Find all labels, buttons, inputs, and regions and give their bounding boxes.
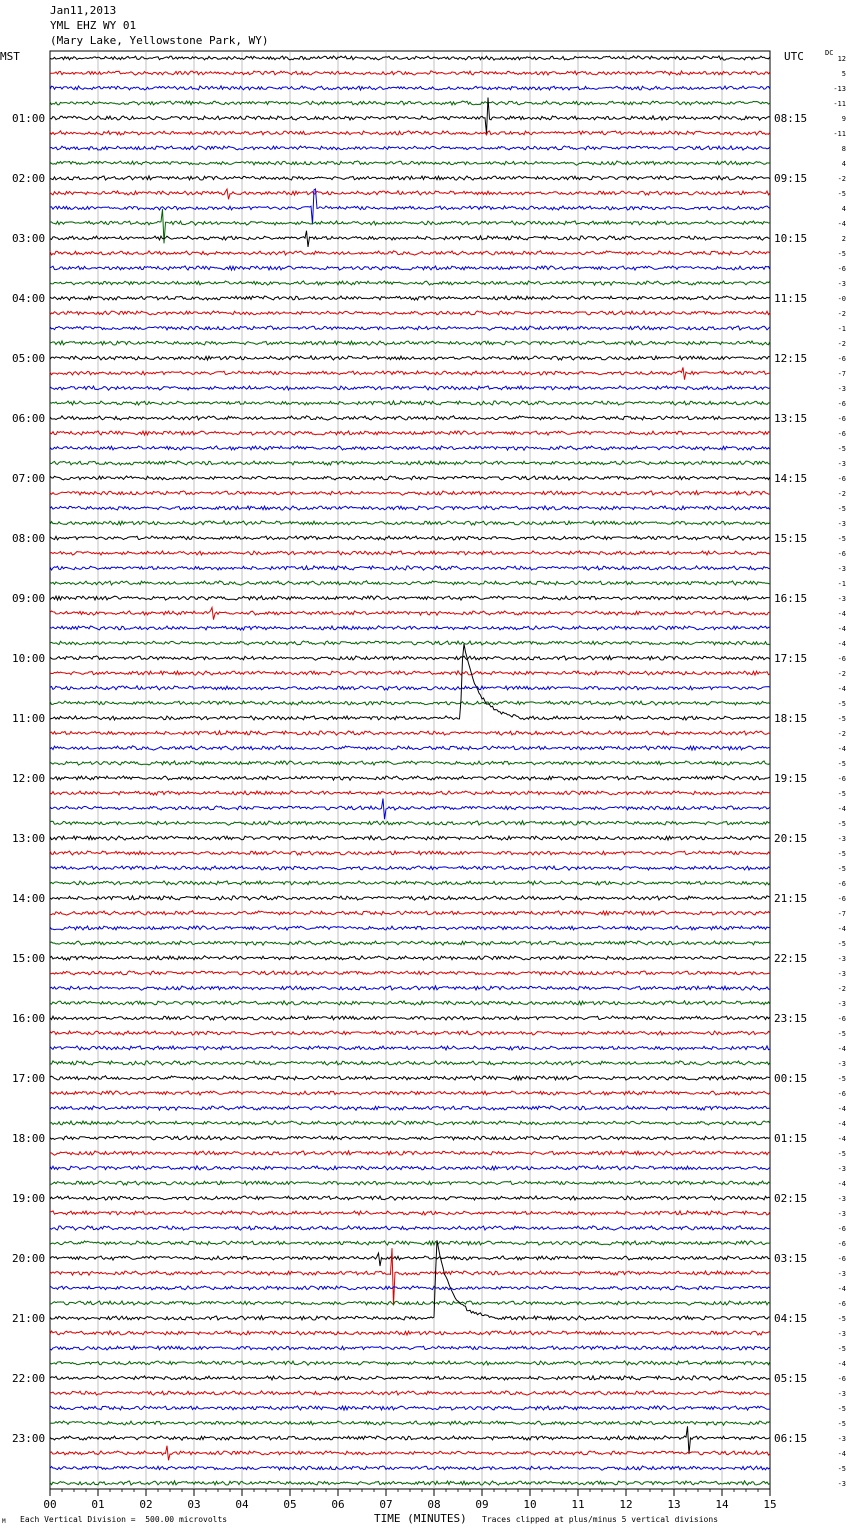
dc-offset-label: -3 (837, 1000, 846, 1008)
dc-offset-label: -5 (837, 865, 846, 873)
dc-offset-label: -7 (837, 370, 846, 378)
utc-hour-labels (774, 112, 807, 1445)
trace-line-39 (50, 641, 770, 645)
x-tick-label: 03 (187, 1498, 201, 1511)
utc-hour-label: 02:15 (774, 1192, 808, 1205)
trace-line-65 (50, 1031, 770, 1035)
utc-hour-label: 08:15 (774, 112, 808, 125)
trace-line-58 (50, 926, 770, 930)
x-tick-label: 14 (715, 1498, 729, 1511)
x-tick-label: 09 (475, 1498, 489, 1511)
dc-offset-label: -4 (837, 745, 846, 753)
dc-offset-label: -6 (837, 1015, 846, 1023)
mst-hour-label: 06:00 (12, 412, 46, 425)
trace-line-38 (50, 626, 770, 630)
dc-offset-label: -3 (837, 385, 846, 393)
x-axis-label: TIME (MINUTES) (374, 1512, 467, 1525)
trace-line-55 (50, 881, 770, 885)
trace-line-60 (50, 956, 770, 960)
dc-offset-label: -3 (837, 1060, 846, 1068)
trace-line-75 (50, 1181, 770, 1185)
dc-offset-label: -5 (837, 505, 846, 513)
trace-line-91 (50, 1421, 770, 1425)
dc-offset-label: -6 (837, 400, 846, 408)
mst-hour-label: 07:00 (12, 472, 46, 485)
x-tick-label: 02 (139, 1498, 153, 1511)
trace-line-69 (50, 1091, 770, 1095)
trace-line-78 (50, 1226, 770, 1230)
trace-line-15 (50, 281, 770, 285)
dc-offset-label: -2 (837, 310, 846, 318)
dc-offset-label: -4 (837, 640, 846, 648)
trace-line-7 (50, 161, 770, 165)
trace-line-79 (50, 1241, 770, 1245)
x-tick-label: 08 (427, 1498, 441, 1511)
dc-offset-label: -2 (837, 175, 846, 183)
dc-offset-label: -5 (837, 445, 846, 453)
trace-line-88 (50, 1376, 770, 1380)
trace-line-83 (50, 1301, 770, 1305)
trace-line-57 (50, 911, 770, 915)
mst-hour-label: 23:00 (12, 1432, 46, 1445)
dc-offset-label: -3 (837, 1270, 846, 1278)
mst-hour-label: 10:00 (12, 652, 46, 665)
dc-offset-label: -6 (837, 1090, 846, 1098)
utc-hour-label: 12:15 (774, 352, 808, 365)
dc-offset-label: -0 (837, 295, 846, 303)
trace-line-18 (50, 326, 770, 330)
trace-line-0 (50, 56, 770, 60)
dc-offset-label: -6 (837, 1300, 846, 1308)
left-timezone-label: MST (0, 50, 20, 63)
trace-line-86 (50, 1346, 770, 1350)
x-tick-label: 07 (379, 1498, 393, 1511)
dc-offset-label: -1 (837, 580, 846, 588)
trace-line-17 (50, 311, 770, 315)
trace-line-34 (50, 566, 770, 570)
trace-line-46 (50, 746, 770, 750)
mst-hour-label: 19:00 (12, 1192, 46, 1205)
dc-offset-label: 2 (841, 235, 846, 243)
dc-offset-label: 4 (841, 160, 846, 168)
dc-offset-label: -3 (837, 520, 846, 528)
trace-line-81 (50, 1248, 770, 1305)
dc-offset-label: -5 (837, 760, 846, 768)
trace-line-13 (50, 251, 770, 255)
trace-line-54 (50, 866, 770, 870)
trace-line-25 (50, 431, 770, 435)
dc-offset-label: -5 (837, 715, 846, 723)
utc-hour-label: 01:15 (774, 1132, 808, 1145)
trace-line-43 (50, 701, 770, 705)
trace-line-12 (50, 231, 770, 247)
trace-line-23 (50, 401, 770, 405)
dc-offset-label: -11 (833, 130, 846, 138)
trace-line-6 (50, 146, 770, 150)
dc-offset-label: -5 (837, 790, 846, 798)
utc-hour-label: 19:15 (774, 772, 808, 785)
dc-offset-label: -4 (837, 1135, 846, 1143)
dc-offset-label: -3 (837, 1210, 846, 1218)
x-tick-label: 01 (91, 1498, 105, 1511)
trace-line-80 (50, 1253, 770, 1266)
dc-offset-label: -6 (837, 1255, 846, 1263)
dc-offset-label: -5 (837, 1150, 846, 1158)
dc-offset-label: -13 (833, 85, 846, 93)
dc-offset-label: -5 (837, 1420, 846, 1428)
mst-hour-label: 12:00 (12, 772, 46, 785)
mst-hour-label: 13:00 (12, 832, 46, 845)
dc-offset-label: -11 (833, 100, 846, 108)
x-tick-label: 15 (763, 1498, 777, 1511)
dc-offset-label: -4 (837, 1285, 846, 1293)
trace-line-72 (50, 1136, 770, 1140)
dc-offset-label: -1 (837, 325, 846, 333)
dc-offset-label: -4 (837, 625, 846, 633)
trace-line-59 (50, 941, 770, 945)
dc-offset-label: -4 (837, 1450, 846, 1458)
dc-offset-label: -6 (837, 430, 846, 438)
trace-line-73 (50, 1151, 770, 1155)
dc-offset-label: -5 (837, 535, 846, 543)
trace-line-22 (50, 386, 770, 390)
mst-hour-label: 01:00 (12, 112, 46, 125)
utc-hour-label: 09:15 (774, 172, 808, 185)
dc-offset-label: -3 (837, 1480, 846, 1488)
utc-hour-label: 05:15 (774, 1372, 808, 1385)
dc-offset-label: -6 (837, 895, 846, 903)
mst-hour-label: 21:00 (12, 1312, 46, 1325)
dc-offset-label: -6 (837, 475, 846, 483)
dc-offset-label: -3 (837, 565, 846, 573)
trace-line-30 (50, 506, 770, 510)
station-location: (Mary Lake, Yellowstone Park, WY) (50, 34, 269, 47)
trace-line-50 (50, 799, 770, 820)
dc-offset-label: -4 (837, 610, 846, 618)
mst-hour-label: 11:00 (12, 712, 46, 725)
utc-hour-label: 18:15 (774, 712, 808, 725)
trace-line-92 (50, 1426, 770, 1454)
clip-note: Traces clipped at plus/minus 5 vertical divisions (482, 1515, 719, 1524)
dc-offset-label: -2 (837, 985, 846, 993)
x-tick-label: 12 (619, 1498, 633, 1511)
dc-offset-label: -3 (837, 460, 846, 468)
utc-hour-label: 21:15 (774, 892, 808, 905)
dc-offset-label: 4 (841, 205, 846, 213)
utc-hour-label: 23:15 (774, 1012, 808, 1025)
trace-line-49 (50, 791, 770, 795)
utc-hour-label: 22:15 (774, 952, 808, 965)
dc-offset-label: -5 (837, 700, 846, 708)
utc-hour-label: 17:15 (774, 652, 808, 665)
utc-hour-label: 06:15 (774, 1432, 808, 1445)
dc-offset-label: -5 (837, 1405, 846, 1413)
trace-line-71 (50, 1121, 770, 1125)
dc-offset-label: -4 (837, 1045, 846, 1053)
dc-offset-label: -4 (837, 1105, 846, 1113)
x-tick-label: 06 (331, 1498, 345, 1511)
corner-mark: M (2, 1518, 6, 1525)
trace-line-48 (50, 776, 770, 780)
dc-offset-label: -2 (837, 340, 846, 348)
trace-line-3 (50, 101, 770, 105)
x-tick-label: 00 (43, 1498, 57, 1511)
trace-line-77 (50, 1211, 770, 1215)
utc-hour-label: 10:15 (774, 232, 808, 245)
dc-offset-label: -5 (837, 250, 846, 258)
mst-hour-labels (12, 112, 45, 1445)
dc-offset-label: -3 (837, 970, 846, 978)
dc-offset-label: -5 (837, 820, 846, 828)
dc-offset-label: -3 (837, 955, 846, 963)
trace-line-84 (50, 1240, 770, 1320)
trace-line-66 (50, 1046, 770, 1050)
dc-offset-label: -5 (837, 940, 846, 948)
x-axis (43, 1489, 776, 1511)
trace-line-33 (50, 551, 770, 555)
station-code: YML EHZ WY 01 (50, 19, 137, 32)
mst-hour-label: 02:00 (12, 172, 46, 185)
dc-offset-label: -5 (837, 1075, 846, 1083)
dc-offset-label: -3 (837, 1195, 846, 1203)
utc-hour-label: 14:15 (774, 472, 808, 485)
dc-offset-label: -4 (837, 1360, 846, 1368)
mst-hour-label: 17:00 (12, 1072, 46, 1085)
trace-line-20 (50, 356, 770, 360)
dc-offset-label: -2 (837, 670, 846, 678)
dc-offset-label: -3 (837, 1165, 846, 1173)
dc-offset-label: -3 (837, 280, 846, 288)
x-tick-label: 13 (667, 1498, 681, 1511)
dc-offset-label: -2 (837, 490, 846, 498)
dc-offset-label: 5 (841, 70, 846, 78)
trace-line-35 (50, 581, 770, 585)
utc-hour-label: 20:15 (774, 832, 808, 845)
trace-line-67 (50, 1061, 770, 1065)
trace-line-76 (50, 1196, 770, 1200)
trace-line-40 (50, 656, 770, 660)
trace-line-44 (50, 644, 770, 720)
dc-offset-label: -5 (837, 1030, 846, 1038)
mst-hour-label: 09:00 (12, 592, 46, 605)
trace-line-16 (50, 296, 770, 300)
x-tick-label: 10 (523, 1498, 537, 1511)
trace-line-90 (50, 1406, 770, 1410)
trace-line-1 (50, 71, 770, 75)
utc-hour-label: 00:15 (774, 1072, 808, 1085)
dc-offset-label: 9 (841, 115, 846, 123)
trace-line-28 (50, 476, 770, 480)
dc-offset-label: 12 (837, 55, 846, 63)
trace-line-74 (50, 1166, 770, 1170)
trace-line-42 (50, 686, 770, 690)
dc-offset-label: -6 (837, 1375, 846, 1383)
trace-line-2 (50, 86, 770, 90)
trace-line-36 (50, 596, 770, 600)
dc-offset-label: -6 (837, 415, 846, 423)
trace-line-68 (50, 1076, 770, 1080)
utc-hour-label: 11:15 (774, 292, 808, 305)
right-timezone-label: UTC (784, 50, 804, 63)
trace-line-24 (50, 416, 770, 420)
utc-hour-label: 16:15 (774, 592, 808, 605)
dc-offset-label: -5 (837, 1315, 846, 1323)
dc-offset-label: -4 (837, 1120, 846, 1128)
traces-group (50, 56, 770, 1485)
trace-line-19 (50, 341, 770, 345)
mst-hour-label: 04:00 (12, 292, 46, 305)
utc-hour-label: 04:15 (774, 1312, 808, 1325)
dc-offset-label: -2 (837, 730, 846, 738)
trace-line-53 (50, 851, 770, 855)
trace-line-64 (50, 1016, 770, 1020)
dc-offset-label: -3 (837, 595, 846, 603)
trace-line-31 (50, 521, 770, 525)
plot-date: Jan11,2013 (50, 4, 117, 17)
dc-offset-label: -5 (837, 1465, 846, 1473)
mst-hour-label: 14:00 (12, 892, 46, 905)
utc-hour-label: 13:15 (774, 412, 808, 425)
dc-offset-label: -6 (837, 880, 846, 888)
dc-offset-labels (833, 55, 846, 1488)
trace-line-10 (50, 189, 770, 224)
dc-offset-label: -6 (837, 1225, 846, 1233)
utc-hour-label: 15:15 (774, 532, 808, 545)
trace-line-62 (50, 986, 770, 990)
dc-offset-label: -7 (837, 910, 846, 918)
dc-offset-label: -6 (837, 655, 846, 663)
trace-line-93 (50, 1446, 770, 1461)
trace-line-41 (50, 671, 770, 675)
dc-offset-label: -6 (837, 265, 846, 273)
mst-hour-label: 05:00 (12, 352, 46, 365)
trace-line-37 (50, 608, 770, 620)
dc-offset-label: -4 (837, 220, 846, 228)
trace-line-61 (50, 971, 770, 975)
dc-offset-label: 8 (841, 145, 846, 153)
dc-offset-label: -5 (837, 1345, 846, 1353)
dc-offset-label: -3 (837, 1330, 846, 1338)
trace-line-8 (50, 176, 770, 180)
trace-line-56 (50, 896, 770, 900)
dc-offset-label: -6 (837, 550, 846, 558)
dc-offset-label: -3 (837, 1390, 846, 1398)
trace-line-9 (50, 189, 770, 199)
trace-line-89 (50, 1391, 770, 1395)
trace-line-29 (50, 491, 770, 495)
dc-offset-label: -6 (837, 775, 846, 783)
trace-line-45 (50, 731, 770, 735)
mst-hour-label: 18:00 (12, 1132, 46, 1145)
mst-hour-label: 20:00 (12, 1252, 46, 1265)
dc-header-label: DC (825, 49, 834, 57)
trace-line-14 (50, 266, 770, 270)
trace-line-51 (50, 821, 770, 825)
dc-offset-label: -4 (837, 1180, 846, 1188)
trace-line-52 (50, 836, 770, 840)
mst-hour-label: 16:00 (12, 1012, 46, 1025)
dc-offset-label: -6 (837, 1240, 846, 1248)
trace-line-82 (50, 1286, 770, 1290)
trace-line-21 (50, 367, 770, 379)
dc-offset-label: -4 (837, 685, 846, 693)
trace-line-63 (50, 1001, 770, 1005)
dc-offset-label: -6 (837, 355, 846, 363)
mst-hour-label: 15:00 (12, 952, 46, 965)
dc-offset-label: -3 (837, 1435, 846, 1443)
trace-line-94 (50, 1466, 770, 1470)
trace-line-85 (50, 1331, 770, 1335)
dc-offset-label: -5 (837, 850, 846, 858)
trace-line-95 (50, 1481, 770, 1485)
trace-line-32 (50, 536, 770, 540)
trace-line-26 (50, 446, 770, 450)
division-note: Each Vertical Division = 500.00 microvolts (20, 1515, 228, 1524)
trace-line-27 (50, 461, 770, 465)
dc-offset-label: -4 (837, 805, 846, 813)
mst-hour-label: 08:00 (12, 532, 46, 545)
trace-line-70 (50, 1106, 770, 1110)
x-tick-label: 05 (283, 1498, 297, 1511)
mst-hour-label: 22:00 (12, 1372, 46, 1385)
dc-offset-label: -3 (837, 835, 846, 843)
trace-line-47 (50, 761, 770, 765)
trace-line-11 (50, 209, 770, 243)
x-tick-label: 11 (571, 1498, 585, 1511)
mst-hour-label: 03:00 (12, 232, 46, 245)
dc-offset-label: -4 (837, 925, 846, 933)
utc-hour-label: 03:15 (774, 1252, 808, 1265)
trace-line-87 (50, 1361, 770, 1365)
dc-offset-label: -5 (837, 190, 846, 198)
x-tick-label: 04 (235, 1498, 249, 1511)
trace-line-5 (50, 131, 770, 135)
